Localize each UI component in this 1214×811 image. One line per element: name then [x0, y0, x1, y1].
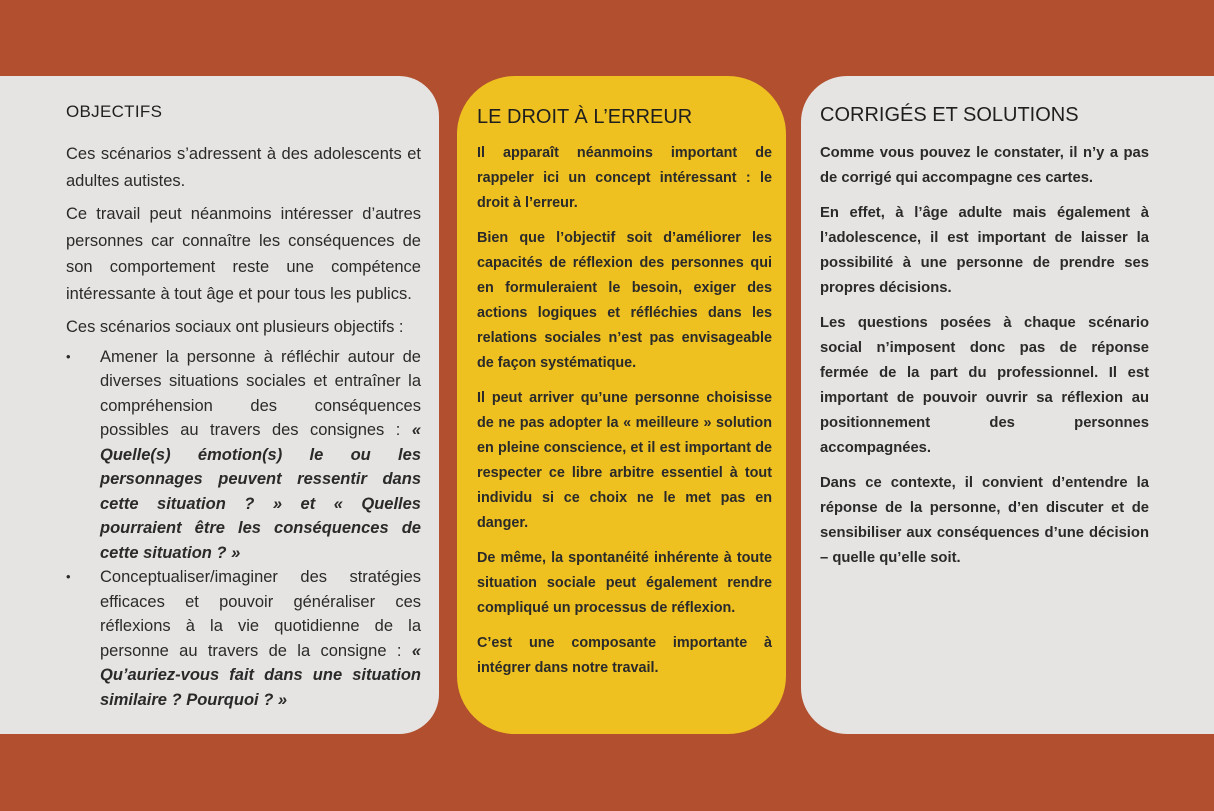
corriges-paragraph: Dans ce contexte, il convient d’entendre la réponse de la personne, d’en discuter et de sensibiliser aux conséquences d’une décision – quelle qu’elle soit.	[820, 475, 1149, 566]
corriges-paragraph: Les questions posées à chaque scénario social n’imposent donc pas de réponse fermée de la part du professionnel. Il est important de pouvoir ouvrir sa réflexion au positionnement des personnes accompagnées.	[820, 315, 1149, 456]
objectifs-item-text: Amener la personne à réfléchir autour de diverses situations sociales et entraîner la compréhension des conséquences possibles au travers des consignes :	[100, 347, 421, 439]
droit-erreur-paragraph: De même, la spontanéité inhérente à toute situation sociale peut également rendre compliqué un processus de réflexion.	[477, 550, 772, 616]
objectifs-item-quote: « Qu’auriez-vous fait dans une situation similaire ? Pourquoi ? »	[100, 641, 421, 709]
droit-erreur-paragraph: Bien que l’objectif soit d’améliorer les capacités de réflexion des personnes qui en formuleraient le besoin, exiger des actions logiques et réfléchies dans les relations sociales n’est pas envisageable de façon systématique.	[477, 230, 772, 371]
objectifs-list-item	[66, 345, 421, 566]
objectifs-list	[66, 345, 421, 713]
droit-erreur-paragraph: Il peut arriver qu’une personne choisisse de ne pas adopter la « meilleure » solution en pleine conscience, et il est important de respecter ce libre arbitre essentiel à tout individu si ce choix ne le met pas en danger.	[477, 390, 772, 531]
droit-erreur-paragraph: C’est une composante importante à intégrer dans notre travail.	[477, 635, 772, 676]
corriges-paragraph: Comme vous pouvez le constater, il n’y a pas de corrigé qui accompagne ces cartes.	[820, 145, 1149, 186]
objectifs-item-quote: « Quelle(s) émotion(s) le ou les personnages peuvent ressentir dans cette situation ? » et « Quelles pourraient être les conséquences de cette situation ? »	[100, 421, 421, 562]
objectifs-title: OBJECTIFS	[66, 102, 163, 121]
droit-erreur-paragraph: Il apparaît néanmoins important de rappeler ici un concept intéressant : le droit à l’erreur.	[477, 145, 772, 211]
objectifs-list-item	[66, 565, 421, 712]
objectifs-paragraph-3: Ces scénarios sociaux ont plusieurs objectifs :	[66, 318, 404, 336]
objectifs-paragraph-1: Ces scénarios s’adressent à des adolescents et adultes autistes.	[66, 145, 421, 190]
corriges-title: CORRIGÉS ET SOLUTIONS	[820, 104, 1079, 126]
droit-erreur-panel	[457, 76, 786, 734]
objectifs-item-text: Conceptualiser/imaginer des stratégies efficaces et pouvoir généraliser ces réflexions à la vie quotidienne de la personne au travers de la consigne :	[100, 568, 421, 660]
corriges-panel	[801, 76, 1214, 734]
corriges-paragraph: En effet, à l’âge adulte mais également à l’adolescence, il est important de laisser la possibilité à une personne de prendre ses propres décisions.	[820, 205, 1149, 296]
objectifs-panel	[0, 76, 439, 734]
droit-erreur-title: LE DROIT À L’ERREUR	[477, 106, 693, 128]
objectifs-paragraph-2: Ce travail peut néanmoins intéresser d’autres personnes car connaître les conséquences de son comportement reste une compétence intéressante à tout âge et pour tous les publics.	[66, 205, 421, 303]
